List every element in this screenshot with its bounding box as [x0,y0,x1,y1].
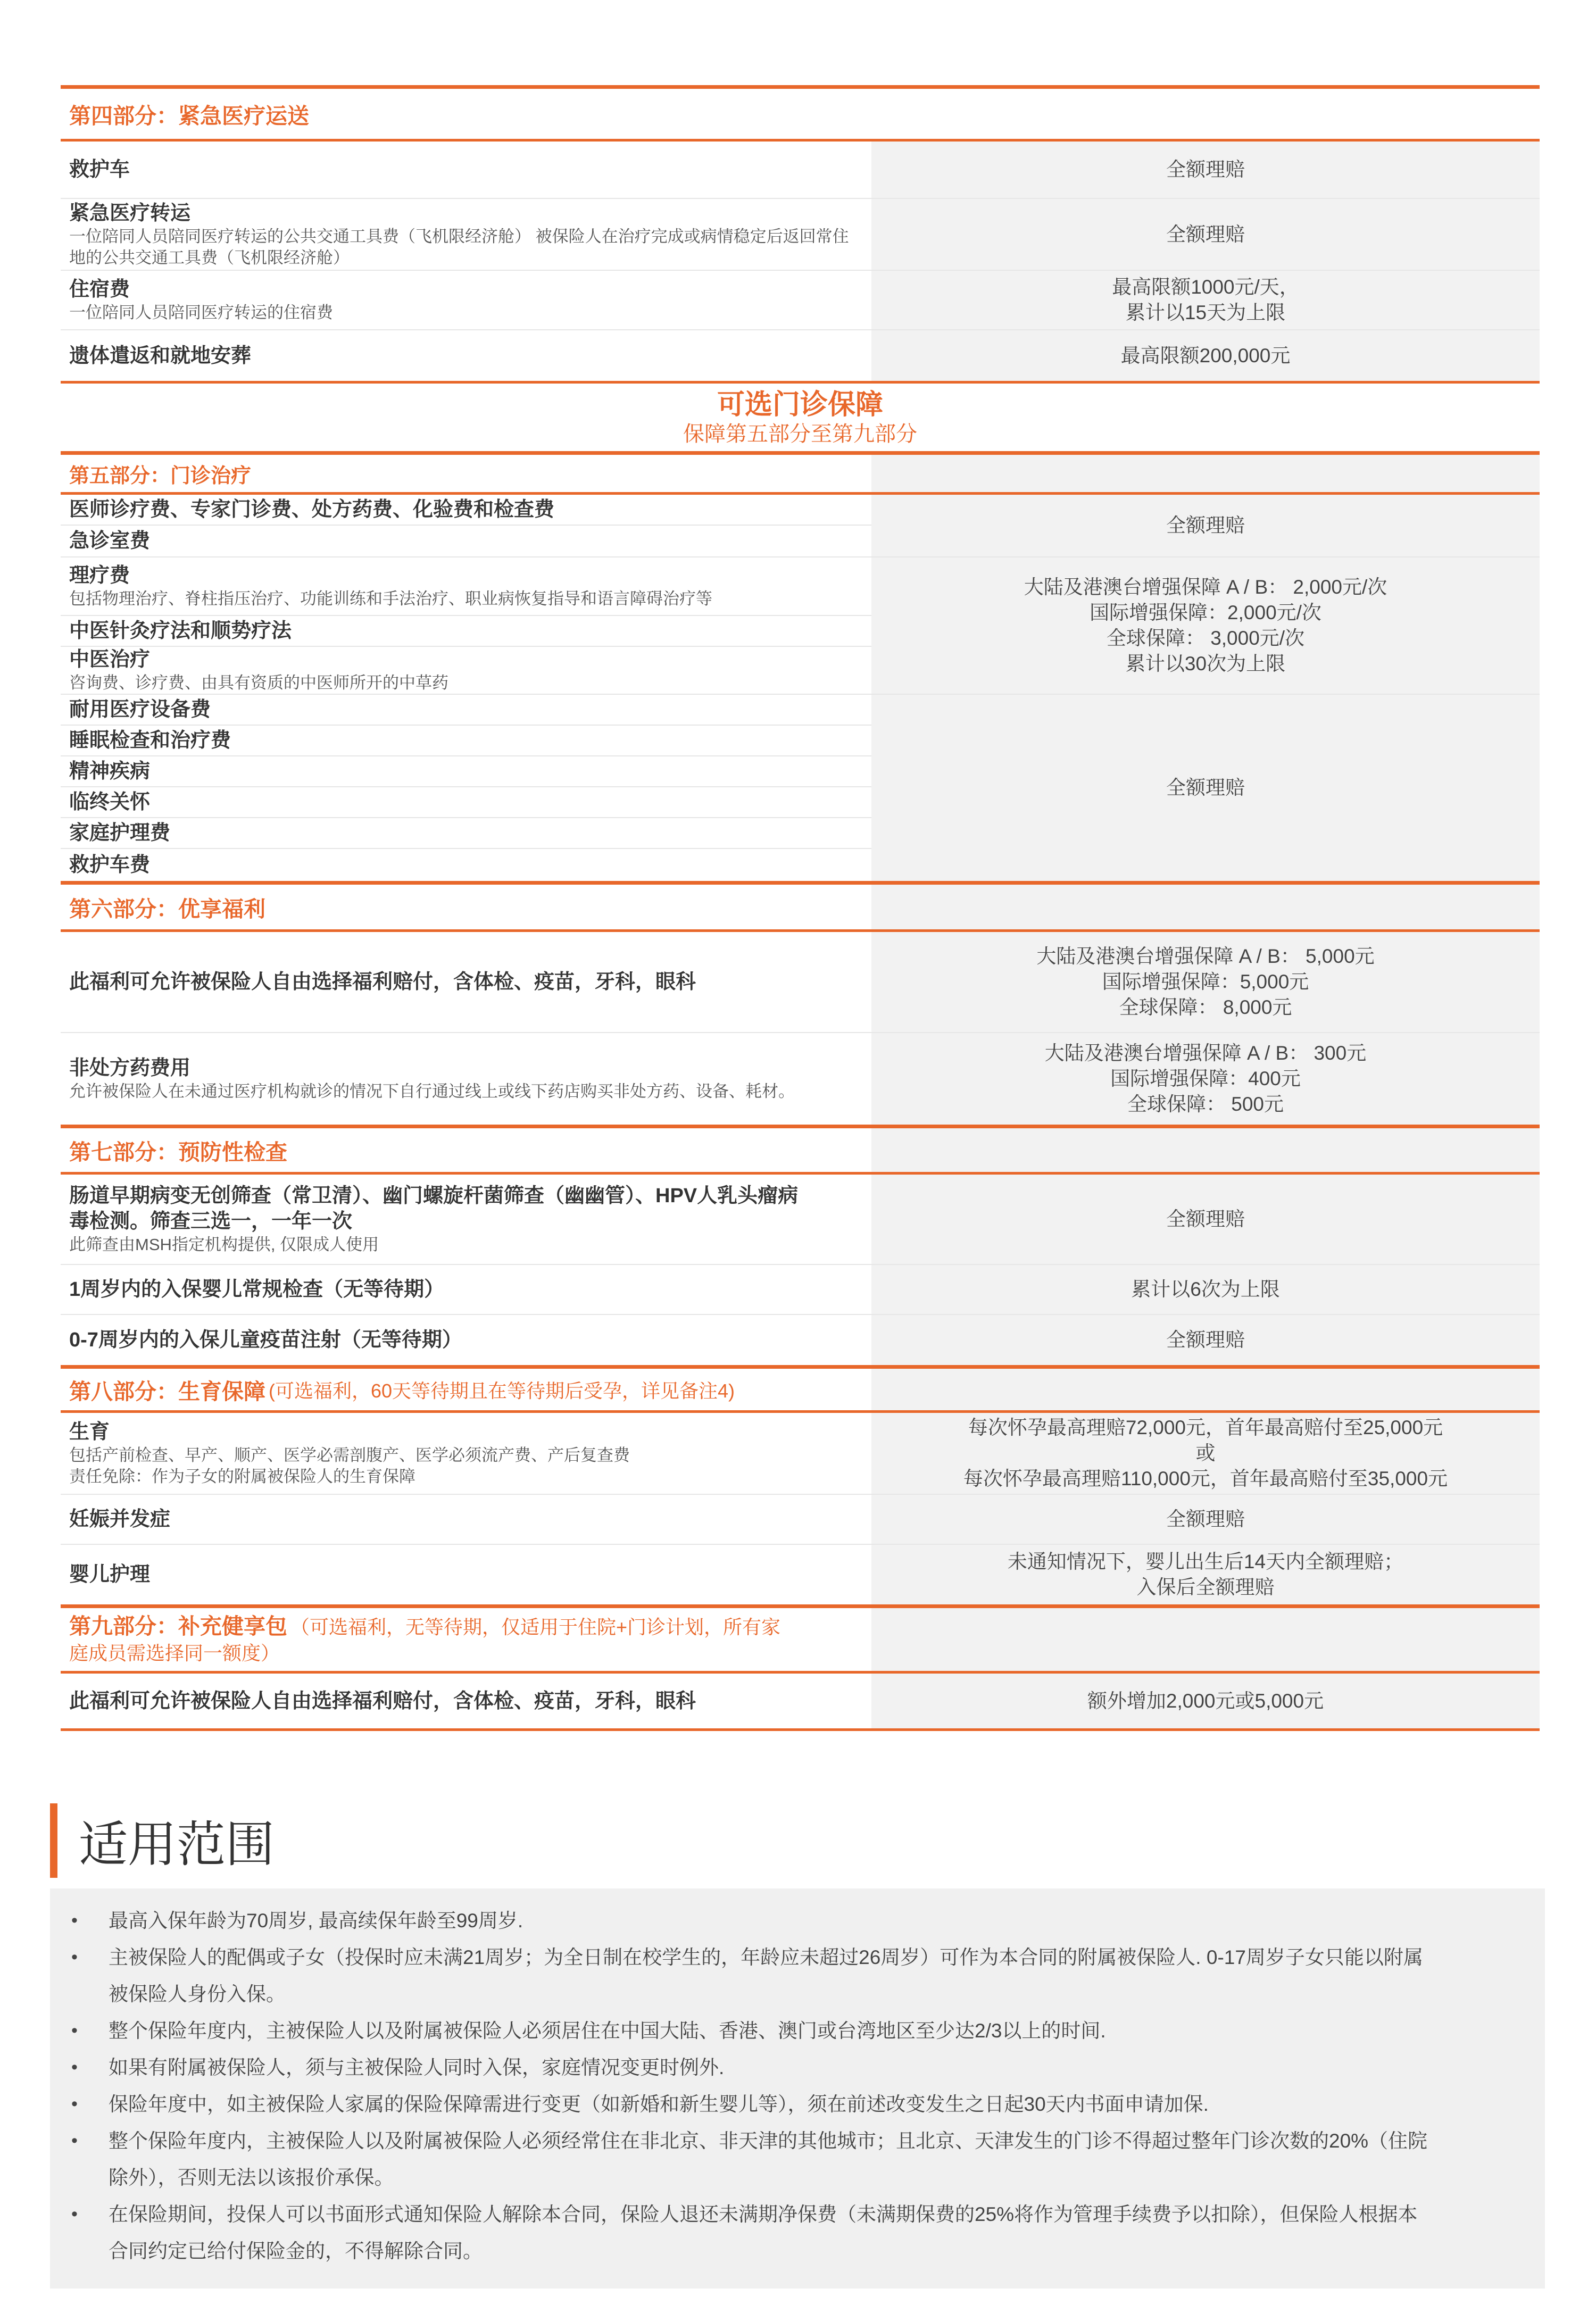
optional-outpatient-header [61,381,1540,451]
value-line: 每次怀孕最高理赔110,000元，首年最高赔付至35,000元 [963,1468,1448,1489]
section-9-note: （可选福利，无等待期，仅适用于住院+门诊计划，所有家 [290,1616,781,1638]
row-value: 全额理赔 [871,1175,1540,1264]
list-item-text: 主被保险人的配偶或子女（投保时应未满21周岁；为全日制在校学生的，年龄应未超过26周岁）可作为本合同的附属被保险人. 0-17周岁子女只能以附属 [109,1946,1423,1968]
row-value: 全额理赔 [871,1495,1540,1544]
bullet-icon: • [71,1910,78,1930]
row-desc: 一位陪同人员陪同医疗转运的住宿费 [69,303,333,322]
row-name: 临终关怀 [69,791,151,813]
table-group [61,557,1540,695]
row-desc: 包括物理治疗、脊柱指压治疗、功能训练和手法治疗、职业病恢复指导和语言障碍治疗等 [69,589,712,608]
section-7-title: 第七部分：预防性检查 [61,1125,1540,1175]
value-line: 全球保障： 3,000元/次 [1106,627,1305,649]
row-name: 理疗费 [69,564,130,587]
value-line: 入保后全额理赔 [1136,1576,1275,1598]
table-row [61,330,1540,381]
list-item [71,2086,1513,2123]
table-row [61,199,1540,271]
row-name: 救护车 [69,159,130,181]
table-row [61,1265,1540,1315]
row-value: 全额理赔 [871,1315,1540,1365]
table-row [61,1033,1540,1125]
row-name: 中医治疗 [69,648,151,671]
row-name: 紧急医疗转运 [69,202,191,224]
optional-subtitle: 保障第五部分至第九部分 [683,422,917,446]
row-name: 耐用医疗设备费 [69,698,211,721]
row-value [871,932,1540,1032]
row-name: 毒检测。筛查三选一，一年一次 [69,1210,353,1233]
list-item [71,2123,1513,2196]
table-row [61,1674,1540,1731]
value-line: 全球保障： 500元 [1127,1093,1284,1115]
row-name: 肠道早期病变无创筛查（常卫清）、幽门螺旋杆菌筛查（幽幽管）、HPV人乳头瘤病 [69,1185,799,1207]
table-row [61,1175,1540,1265]
section-9-note: 庭成员需选择同一额度） [69,1642,280,1664]
value-line: 大陆及港澳台增强保障 A / B： 2,000元/次 [1024,576,1387,598]
row-desc: 一位陪同人员陪同医疗转运的公共交通工具费（飞机限经济舱） 被保险人在治疗完成或病情稳定后返回常住地的公共交通工具费（飞机限经济舱） [69,227,849,267]
benefits-table [61,85,1540,1731]
value-line: 累计以30次为上限 [1125,653,1286,675]
value-line: 大陆及港澳台增强保障 A / B： 300元 [1044,1042,1367,1064]
bullet-icon: • [71,2204,78,2224]
row-desc: 包括产前检查、早产、顺产、医学必需剖腹产、医学必须流产费、产后复查费 [69,1446,630,1464]
row-value [871,1033,1540,1125]
section-8-note: (可选福利，60天等待期且在等待期后受孕，详见备注4) [269,1379,735,1402]
table-row [61,271,1540,330]
row-name: 此福利可允许被保险人自由选择福利赔付，含体检、疫苗，牙科，眼科 [69,1690,696,1712]
row-name: 此福利可允许被保险人自由选择福利赔付，含体检、疫苗，牙科，眼科 [69,971,696,993]
bullet-icon: • [71,2094,78,2114]
list-item [71,1902,1513,1939]
row-name: 睡眠检查和治疗费 [69,729,231,752]
list-item-text: 被保险人身份入保。 [109,1983,286,2005]
list-item-text: 在保险期间，投保人可以书面形式通知保险人解除本合同，保险人退还未满期净保费（未满期保费的25%将作为管理手续费予以扣除），但保险人根据本 [109,2203,1418,2225]
list-item-text: 整个保险年度内，主被保险人以及附属被保险人必须居住在中国大陆、香港、澳门或台湾地区至少达2/3以上的时间. [109,2020,1106,2042]
row-desc: 此筛查由MSH指定机构提供, 仅限成人使用 [69,1235,379,1254]
value-line: 全球保障： 8,000元 [1119,996,1292,1018]
bullet-icon: • [71,2131,78,2151]
list-item-text: 整个保险年度内，主被保险人以及附属被保险人必须经常住在非北京、非天津的其他城市；且北京、天津发生的门诊不得超过整年门诊次数的20%（住院 [109,2130,1428,2152]
row-value: 全额理赔 [871,142,1540,198]
row-value: 额外增加2,000元或5,000元 [871,1674,1540,1728]
list-item-text: 最高入保年龄为70周岁, 最高续保年龄至99周岁. [109,1910,523,1932]
bullet-icon: • [71,2020,78,2041]
list-item-text: 如果有附属被保险人，须与主被保险人同时入保，家庭情况变更时例外. [109,2057,725,2078]
row-value: 最高限额200,000元 [871,330,1540,381]
row-desc: 责任免除：作为子女的附属被保险人的生育保障 [69,1467,415,1486]
table-group [61,695,1540,881]
table-row [61,1315,1540,1365]
row-value [871,557,1540,694]
bullet-icon: • [71,2057,78,2077]
row-desc: 咨询费、诊疗费、由具有资质的中医师所开的中草药 [69,673,448,692]
row-value: 全额理赔 [871,199,1540,270]
bullet-icon: • [71,1947,78,1967]
list-item-text: 除外），否则无法以该报价承保。 [109,2167,394,2188]
scope-section [50,1803,1545,2289]
list-item-text: 保险年度中，如主被保险人家属的保险保障需进行变更（如新婚和新生婴儿等），须在前述改变发生之日起30天内书面申请加保. [109,2093,1209,2115]
row-value [871,271,1540,329]
value-line: 未通知情况下，婴儿出生后14天内全额理赔； [1007,1551,1404,1572]
row-value: 累计以6次为上限 [871,1265,1540,1314]
list-item-text: 合同约定已给付保险金的，不得解除合同。 [109,2240,483,2262]
row-desc: 允许被保险人在未通过医疗机构就诊的情况下自行通过线上或线下药店购买非处方药、设备、耗材。 [69,1082,795,1101]
value-line: 累计以15天为上限 [1125,302,1286,323]
table-row [61,142,1540,199]
row-value [871,1545,1540,1604]
row-name: 非处方药费用 [69,1057,191,1079]
row-name: 遗体遣返和就地安葬 [69,344,252,367]
section-9-title-text: 第九部分：补充健享包 [69,1614,287,1638]
row-name: 0-7周岁内的入保儿童疫苗注射（无等待期） [69,1329,462,1351]
scope-heading [50,1803,1545,1878]
value-line: 大陆及港澳台增强保障 A / B： 5,000元 [1036,945,1375,967]
table-group [61,495,1540,557]
row-name: 生育 [69,1421,110,1443]
section-5-title: 第五部分：门诊治疗 [61,451,1540,495]
value-line: 国际增强保障：2,000元/次 [1090,602,1321,623]
value-line: 最高限额1000元/天， [1112,276,1299,298]
value-line: 每次怀孕最高理赔72,000元，首年最高赔付至25,000元 [968,1417,1443,1438]
row-value [871,1413,1540,1494]
row-name: 住宿费 [69,278,130,301]
list-item [71,2049,1513,2086]
row-name: 医师诊疗费、专家门诊费、处方药费、化验费和检查费 [69,498,555,521]
section-6-title: 第六部分：优享福利 [61,881,1540,932]
table-row [61,932,1540,1033]
row-name: 中医针灸疗法和顺势疗法 [69,620,292,642]
list-item [71,2012,1513,2049]
row-name: 急诊室费 [69,530,151,552]
section-8-title-text: 第八部分：生育保障 [69,1379,265,1404]
optional-title: 可选门诊保障 [717,389,883,420]
list-item [71,2196,1513,2269]
table-row [61,1413,1540,1495]
section-4-title: 第四部分：紧急医疗运送 [61,85,1540,142]
scope-title: 适用范围 [79,1816,275,1873]
heading-accent-bar [50,1803,57,1878]
row-name: 婴儿护理 [69,1563,151,1586]
value-line: 国际增强保障：5,000元 [1102,971,1309,993]
row-name: 救护车费 [69,854,151,876]
value-line: 或 [1195,1442,1216,1464]
row-value: 全额理赔 [871,495,1540,556]
row-name: 精神疾病 [69,760,151,783]
value-line: 国际增强保障：400元 [1110,1068,1301,1089]
scope-list [50,1888,1545,2289]
table-row [61,1545,1540,1604]
row-name: 妊娠并发症 [69,1508,171,1530]
row-name: 家庭护理费 [69,822,171,844]
list-item [71,1939,1513,2012]
table-row [61,1495,1540,1545]
row-name: 1周岁内的入保婴儿常规检查（无等待期） [69,1278,445,1301]
section-8-title [61,1365,1540,1413]
row-value: 全额理赔 [871,695,1540,881]
section-9-title [61,1604,1540,1674]
